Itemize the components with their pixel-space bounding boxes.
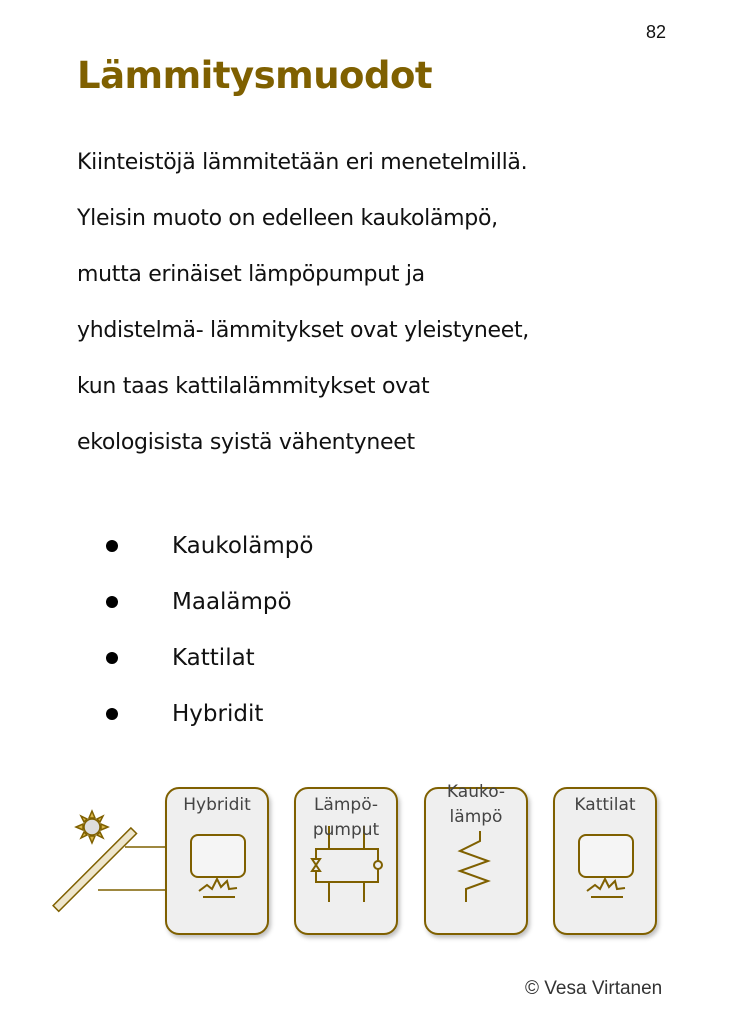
paragraph-line: yhdistelmä- lämmitykset ovat yleistyneet, [77,318,529,343]
copyright: © Vesa Virtanen [525,978,663,999]
district-heating-box [424,782,528,935]
box-label: lämpö [449,807,503,827]
list-item [106,630,313,686]
page-number: 82 [646,22,667,42]
bullet-icon [106,596,118,608]
list-item [106,686,313,742]
paragraph-line: kun taas kattilalämmitykset ovat [77,374,430,399]
bullet-icon [106,708,118,720]
flame-icon [555,789,655,933]
heat-pump-box [294,787,398,935]
box-label: Hybridit [183,795,251,815]
paragraph-line: mutta erinäiset lämpöpumput ja [77,262,425,287]
list-item [106,518,313,574]
intro-paragraph [77,144,529,480]
flame-icon [167,789,267,933]
box-label: pumput [312,820,380,840]
hybrid-box [165,787,269,935]
paragraph-line: ekologisista syistä vähentyneet [77,430,415,455]
paragraph-line: Kiinteistöjä lämmitetään eri menetelmillä. [77,150,528,175]
list-item-label: Kattilat [172,645,255,671]
bullet-icon [106,652,118,664]
box-label: Lämpö- [313,795,379,815]
list-item [106,574,313,630]
boilers-box [553,787,657,935]
box-label: Kattilat [574,795,636,815]
list-item-label: Maalämpö [172,589,292,615]
bullet-icon [106,540,118,552]
heat-exchanger-icon [426,789,526,933]
page-title: Lämmitysmuodot [77,54,433,97]
box-label: Kauko- [446,782,506,802]
list-item-label: Hybridit [172,701,264,727]
bullet-list [106,518,313,742]
sun-icon [76,811,108,843]
heating-diagram [0,770,737,950]
list-item-label: Kaukolämpö [172,533,314,559]
paragraph-line: Yleisin muoto on edelleen kaukolämpö, [77,206,498,231]
